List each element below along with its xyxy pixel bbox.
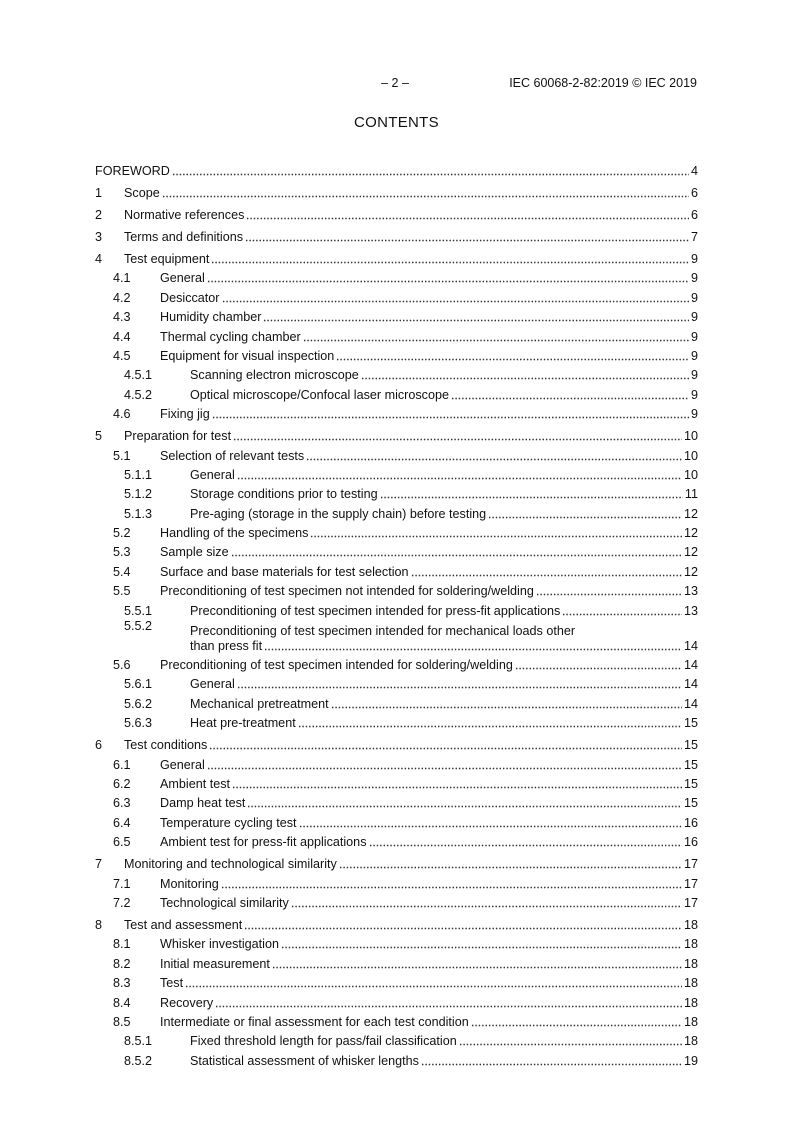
toc-entry-number: 5.1.2 <box>124 487 153 502</box>
toc-entry-label: Selection of relevant tests <box>160 448 305 463</box>
dot-leader <box>231 554 682 557</box>
toc-entry-number: 5.2 <box>113 526 131 541</box>
toc-entry-number: 8.5.1 <box>124 1034 153 1049</box>
toc-entry-number: 5.1.1 <box>124 467 153 482</box>
dot-leader <box>162 195 689 198</box>
toc-entry-label: Sample size <box>160 545 229 560</box>
toc-entry[interactable] <box>95 831 698 850</box>
toc-entry-page: 15 <box>683 776 698 791</box>
toc-entry-page: 9 <box>690 407 698 422</box>
toc-entry-page: 9 <box>690 387 698 402</box>
toc-entry[interactable] <box>95 286 698 305</box>
toc-entry-label: Technological similarity <box>160 895 289 910</box>
toc-entry-page: 9 <box>690 252 698 266</box>
toc-entry-page: 15 <box>683 757 698 772</box>
toc-entry-second-line <box>190 639 698 654</box>
toc-entry-page: 18 <box>683 917 698 932</box>
toc-entry-page: 16 <box>683 835 698 850</box>
dot-leader <box>451 397 689 400</box>
dot-leader <box>233 438 682 441</box>
toc-entry[interactable] <box>95 599 698 618</box>
toc-entry-label: Temperature cycling test <box>160 815 297 830</box>
toc-entry[interactable] <box>95 792 698 811</box>
toc-entry-label-continued: than press fit <box>190 638 263 653</box>
toc-entry-page: 12 <box>683 506 698 521</box>
toc-entry-label: Mechanical pretreatment <box>190 696 329 711</box>
toc-entry[interactable] <box>95 712 698 731</box>
dot-leader <box>215 1005 682 1008</box>
toc-entry-label: Initial measurement <box>160 956 270 971</box>
toc-entry[interactable] <box>95 224 698 245</box>
toc-entry-label: Thermal cycling chamber <box>160 329 301 344</box>
dot-leader <box>207 280 689 283</box>
toc-entry-label: Ambient test <box>160 776 230 791</box>
dot-leader <box>222 300 689 303</box>
toc-entry-label: Test conditions <box>124 738 208 753</box>
toc-entry[interactable] <box>95 692 698 711</box>
dot-leader <box>263 319 689 322</box>
toc-entry-number: 8.1 <box>113 937 131 952</box>
toc-entry-page: 15 <box>683 716 698 731</box>
toc-entry-number: 8.3 <box>113 976 131 991</box>
toc-entry-label: FOREWORD <box>95 164 170 178</box>
toc-entry-page: 18 <box>683 937 698 952</box>
dot-leader <box>339 866 682 869</box>
toc-entry-page: 14 <box>683 696 698 711</box>
toc-entry-label: General <box>160 757 205 772</box>
toc-entry-page: 14 <box>683 638 698 653</box>
toc-entry-page: 9 <box>690 290 698 305</box>
page-number: – 2 – <box>381 76 409 90</box>
toc-entry-number: 5.6 <box>113 658 131 673</box>
toc-entry[interactable] <box>95 464 698 483</box>
dot-leader <box>264 648 682 651</box>
dot-leader <box>471 1024 682 1027</box>
toc-entry[interactable] <box>95 732 698 753</box>
toc-entry[interactable] <box>95 306 698 325</box>
toc-entry-label: Pre-aging (storage in the supply chain) before testing <box>190 506 487 521</box>
dot-leader <box>331 706 682 709</box>
toc-entry-number: 5.5 <box>113 584 131 599</box>
toc-entry-label: Statistical assessment of whisker lengths <box>190 1053 419 1068</box>
dot-leader <box>207 767 682 770</box>
toc-entry-page: 6 <box>690 208 698 222</box>
toc-entry[interactable] <box>95 811 698 830</box>
toc-entry-number: 6.4 <box>113 815 131 830</box>
toc-entry-number: 3 <box>95 230 103 244</box>
toc-entry-number: 4.2 <box>113 290 131 305</box>
toc-entry[interactable] <box>95 522 698 541</box>
toc-entry-number: 6.2 <box>113 776 131 791</box>
toc-entry[interactable] <box>95 483 698 502</box>
toc-entry-label: Monitoring <box>160 876 219 891</box>
dot-leader <box>562 613 682 616</box>
toc-entry-page: 14 <box>683 677 698 692</box>
toc-entry-label: Terms and definitions <box>124 230 244 244</box>
toc-entry-number: 4 <box>95 252 103 266</box>
toc-entry-page: 4 <box>690 164 698 178</box>
toc-entry-number: 6.1 <box>113 757 131 772</box>
toc-entry-label: Optical microscope/Confocal laser microscope <box>190 387 449 402</box>
toc-entry-label: Storage conditions prior to testing <box>190 487 378 502</box>
toc-entry-number: 4.4 <box>113 329 131 344</box>
dot-leader <box>281 946 682 949</box>
toc-entry-label: Preconditioning of test specimen intended for mechanical loads other <box>190 623 576 638</box>
toc-entry-page: 7 <box>690 230 698 244</box>
toc-entry-label: Desiccator <box>160 290 220 305</box>
toc-entry-page: 15 <box>683 796 698 811</box>
toc-entry[interactable] <box>95 892 698 911</box>
toc-entry-page: 17 <box>683 857 698 872</box>
toc-entry-label: Scope <box>124 186 160 200</box>
dot-leader <box>291 905 682 908</box>
toc-entry-label: Whisker investigation <box>160 937 279 952</box>
toc-entry[interactable] <box>95 991 698 1010</box>
toc-entry-label: Damp heat test <box>160 796 246 811</box>
toc-entry-number: 5.3 <box>113 545 131 560</box>
toc-entry-page: 9 <box>690 310 698 325</box>
toc-entry-number: 5.5.2 <box>124 618 153 633</box>
toc-entry[interactable] <box>95 654 698 673</box>
toc-entry[interactable] <box>95 345 698 364</box>
toc-entry-page: 18 <box>683 1014 698 1029</box>
toc-entry[interactable] <box>95 325 698 344</box>
dot-leader <box>369 844 682 847</box>
toc-entry-number: 4.5.2 <box>124 387 153 402</box>
toc-entry-page: 13 <box>683 603 698 618</box>
toc-entry-label: Preconditioning of test specimen intended for soldering/welding <box>160 658 513 673</box>
toc-entry-label: Humidity chamber <box>160 310 262 325</box>
toc-entry[interactable] <box>95 423 698 444</box>
toc-entry-number: 8.5.2 <box>124 1053 153 1068</box>
toc-entry[interactable] <box>95 972 698 991</box>
dot-leader <box>272 966 682 969</box>
toc-entry-number: 6.5 <box>113 835 131 850</box>
toc-entry-label: Monitoring and technological similarity <box>124 857 337 872</box>
toc-entry[interactable] <box>95 952 698 971</box>
toc-entry-page: 10 <box>683 448 698 463</box>
toc-entry-number: 8.2 <box>113 956 131 971</box>
toc-entry-label: General <box>160 271 205 286</box>
toc-entry[interactable] <box>95 180 698 201</box>
toc-entry-number: 4.1 <box>113 271 131 286</box>
contents-title: CONTENTS <box>354 114 439 131</box>
dot-leader <box>246 217 689 220</box>
toc-entry[interactable] <box>95 912 698 933</box>
toc-entry[interactable] <box>95 619 698 654</box>
toc-entry-number: 7.1 <box>113 876 131 891</box>
toc-entry-label: Test and assessment <box>124 917 243 932</box>
dot-leader <box>237 686 682 689</box>
dot-leader <box>221 886 682 889</box>
toc-entry-label: Test <box>160 976 184 991</box>
dot-leader <box>211 261 689 264</box>
toc-entry[interactable] <box>95 773 698 792</box>
toc-entry[interactable] <box>95 246 698 267</box>
table-of-contents <box>95 157 698 1069</box>
toc-entry-page: 17 <box>683 895 698 910</box>
toc-entry[interactable] <box>95 202 698 223</box>
toc-entry[interactable] <box>95 1030 698 1049</box>
dot-leader <box>298 725 682 728</box>
toc-entry-page: 12 <box>683 564 698 579</box>
toc-entry-text <box>190 624 698 654</box>
dot-leader <box>488 516 682 519</box>
toc-entry[interactable] <box>95 364 698 383</box>
toc-entry-number: 4.3 <box>113 310 131 325</box>
toc-entry-number: 5.6.1 <box>124 677 153 692</box>
toc-entry-number: 5.1.3 <box>124 506 153 521</box>
toc-entry[interactable] <box>95 1011 698 1030</box>
toc-entry-page: 12 <box>683 545 698 560</box>
toc-entry-label: Preconditioning of test specimen not intended for soldering/welding <box>160 584 534 599</box>
toc-entry-page: 9 <box>690 348 698 363</box>
toc-entry-number: 8.4 <box>113 995 131 1010</box>
toc-entry-label: Preparation for test <box>124 429 232 444</box>
toc-entry-page: 18 <box>683 956 698 971</box>
dot-leader <box>245 239 689 242</box>
toc-entry-number: 1 <box>95 186 103 200</box>
dot-leader <box>185 985 682 988</box>
toc-entry-page: 9 <box>690 368 698 383</box>
toc-entry-page: 9 <box>690 271 698 286</box>
dot-leader <box>172 173 689 176</box>
toc-entry[interactable] <box>95 444 698 463</box>
dot-leader <box>232 786 682 789</box>
toc-entry-label: Fixing jig <box>160 407 210 422</box>
toc-entry-label: Equipment for visual inspection <box>160 348 335 363</box>
toc-entry[interactable] <box>95 541 698 560</box>
toc-entry[interactable] <box>95 383 698 402</box>
toc-entry[interactable] <box>95 1049 698 1068</box>
dot-leader <box>212 416 689 419</box>
toc-entry-page: 6 <box>690 186 698 200</box>
dot-leader <box>361 377 689 380</box>
dot-leader <box>209 747 682 750</box>
dot-leader <box>247 805 682 808</box>
toc-entry-page: 16 <box>683 815 698 830</box>
toc-entry-label: General <box>190 467 235 482</box>
toc-entry-number: 8 <box>95 917 103 932</box>
dot-leader <box>310 535 682 538</box>
dot-leader <box>515 667 682 670</box>
dot-leader <box>244 927 682 930</box>
toc-entry[interactable] <box>95 502 698 521</box>
toc-entry-page: 13 <box>683 584 698 599</box>
toc-entry-label: Preconditioning of test specimen intended for press-fit applications <box>190 603 561 618</box>
dot-leader <box>336 358 689 361</box>
toc-entry-label: Normative references <box>124 208 245 222</box>
toc-entry-page: 18 <box>683 1034 698 1049</box>
toc-entry-label: Handling of the specimens <box>160 526 309 541</box>
document-id: IEC 60068-2-82:2019 © IEC 2019 <box>509 76 697 90</box>
toc-entry-number: 7 <box>95 857 103 872</box>
toc-entry-page: 12 <box>683 526 698 541</box>
toc-entry-page: 19 <box>683 1053 698 1068</box>
toc-entry[interactable] <box>95 580 698 599</box>
dot-leader <box>411 574 682 577</box>
dot-leader <box>421 1063 682 1066</box>
toc-entry-page: 18 <box>683 976 698 991</box>
toc-entry-number: 5.6.2 <box>124 696 153 711</box>
dot-leader <box>536 593 682 596</box>
toc-entry[interactable] <box>95 933 698 952</box>
toc-entry-number: 5.1 <box>113 448 131 463</box>
toc-entry-number: 2 <box>95 208 103 222</box>
dot-leader <box>237 477 682 480</box>
toc-entry-number: 4.6 <box>113 407 131 422</box>
toc-entry-label: General <box>190 677 235 692</box>
toc-entry-label: Fixed threshold length for pass/fail classification <box>190 1034 457 1049</box>
toc-entry-page: 17 <box>683 876 698 891</box>
toc-entry-number: 7.2 <box>113 895 131 910</box>
toc-entry[interactable] <box>95 872 698 891</box>
dot-leader <box>303 339 689 342</box>
toc-entry-page: 10 <box>683 467 698 482</box>
toc-entry-label: Test equipment <box>124 252 210 266</box>
toc-entry-number: 5.4 <box>113 564 131 579</box>
toc-entry[interactable] <box>95 560 698 579</box>
toc-entry-label: Ambient test for press-fit applications <box>160 835 367 850</box>
toc-entry-label: Scanning electron microscope <box>190 368 359 383</box>
toc-entry-label: Intermediate or final assessment for each test condition <box>160 1014 469 1029</box>
toc-entry-page: 9 <box>690 329 698 344</box>
dot-leader <box>299 825 682 828</box>
toc-entry-number: 4.5 <box>113 348 131 363</box>
dot-leader <box>459 1043 682 1046</box>
toc-entry[interactable] <box>95 753 698 772</box>
toc-entry-number: 6.3 <box>113 796 131 811</box>
toc-entry-page: 14 <box>683 658 698 673</box>
dot-leader <box>306 458 682 461</box>
toc-entry-label: Recovery <box>160 995 214 1010</box>
toc-entry-number: 5 <box>95 429 103 444</box>
toc-entry[interactable] <box>95 673 698 692</box>
toc-entry-number: 5.6.3 <box>124 716 153 731</box>
toc-entry[interactable] <box>95 851 698 872</box>
toc-entry-page: 11 <box>684 487 698 502</box>
toc-entry-page: 18 <box>683 995 698 1010</box>
toc-entry-number: 5.5.1 <box>124 603 153 618</box>
dot-leader <box>380 496 683 499</box>
toc-entry-page: 15 <box>683 738 698 753</box>
toc-entry-number: 6 <box>95 738 103 753</box>
toc-entry-label: Heat pre-treatment <box>190 716 296 731</box>
toc-entry-page: 10 <box>683 429 698 444</box>
toc-entry-number: 4.5.1 <box>124 368 153 383</box>
toc-entry[interactable] <box>95 267 698 286</box>
toc-entry-number: 8.5 <box>113 1014 131 1029</box>
toc-entry-label: Surface and base materials for test selection <box>160 564 409 579</box>
toc-entry[interactable] <box>95 403 698 422</box>
toc-entry[interactable] <box>95 158 698 179</box>
